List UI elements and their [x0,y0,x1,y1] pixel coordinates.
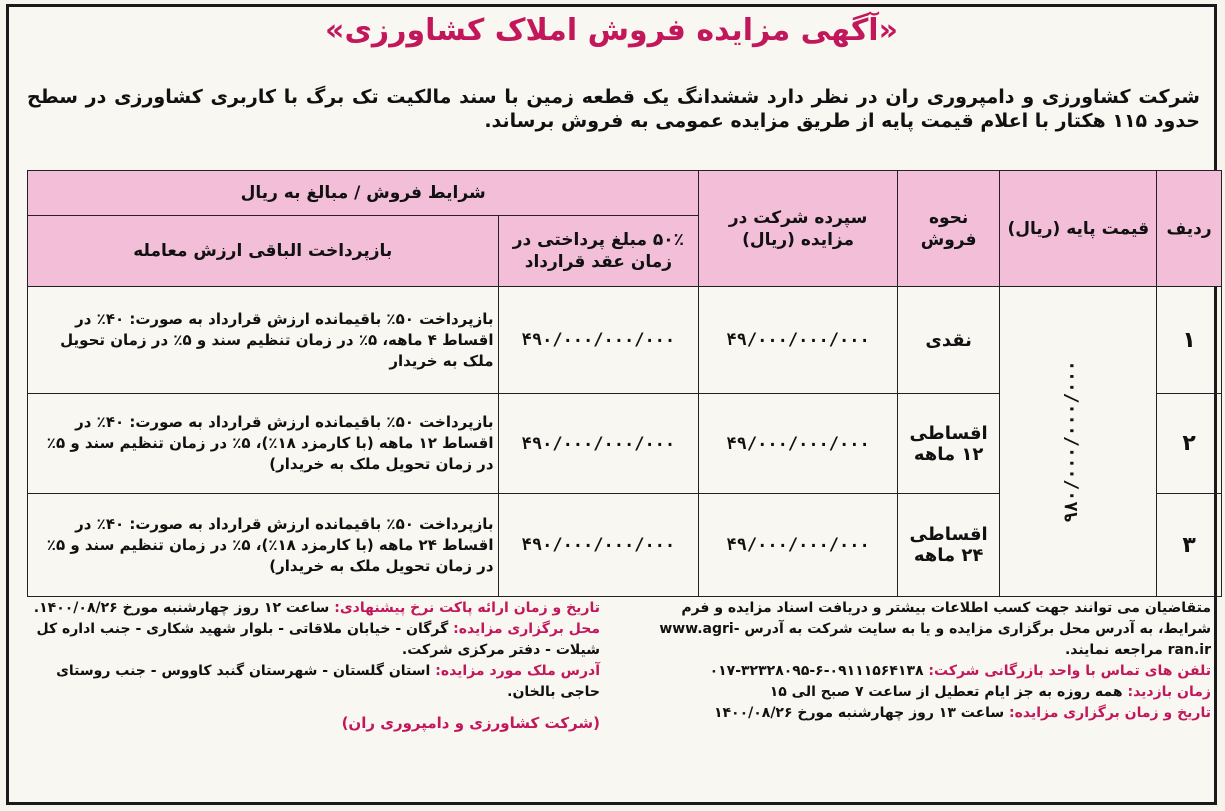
auction-time-line [631,703,1211,724]
phone-value: ۰۱۷-۳۲۳۲۸۰۹۵-۶-۰۹۱۱۱۵۶۴۱۳۸ [709,663,924,679]
header-deposit: سپرده شرکت در مزایده (ریال) [699,171,898,287]
visit-value: همه روزه به جز ایام تعطیل از ساعت ۷ صبح الی ۱۵ [769,684,1123,700]
paid-amount: ۴۹۰/۰۰۰/۰۰۰/۰۰۰ [498,287,699,394]
submit-label: تاریخ و زمان ارائه پاکت نرخ پیشنهادی: [334,600,600,616]
header-base-price: قیمت پایه (ریال) [1000,171,1157,287]
property-label: آدرس ملک مورد مزایده: [435,663,600,679]
info-column-left [20,598,600,734]
info-paragraph: متقاضیان می توانند جهت کسب اطلاعات بیشتر و دریافت اسناد مزایده و فرم شرایط، به آدرس محل برگزاری مزایده و یا به سایت شرکت به آدرس www.agri-ran.ir مراجعه نمایند. [659,600,1211,658]
row-number: ۳ [1157,494,1222,597]
sale-method: نقدی [897,287,999,394]
header-row-no: ردیف [1157,171,1222,287]
row-number: ۱ [1157,287,1222,394]
venue-line [20,619,600,661]
intro-paragraph: شرکت کشاورزی و دامپروری ران در نظر دارد ششدانگ یک قطعه زمین با سند مالکیت تک برگ با کاربری کشاورزی در سطح حدود ۱۱۵ هکتار با اعلام قیمت پایه از طریق مزایده عمومی به فروش برساند. [27,86,1200,132]
header-paid-at-contract: ۵۰٪ مبلغ پرداختی در زمان عقد قرارداد [498,216,699,287]
header-remaining: بازپرداخت الباقی ارزش معامله [28,216,499,287]
auction-time-value: ساعت ۱۳ روز چهارشنبه مورخ ۱۴۰۰/۰۸/۲۶ [713,705,1005,721]
base-price-cell [1000,287,1157,597]
deposit-amount: ۴۹/۰۰۰/۰۰۰/۰۰۰ [699,394,898,494]
property-line [20,661,600,703]
auction-table [27,170,1222,597]
submit-line [20,598,600,619]
venue-value: گرگان - خیابان ملاقاتی - بلوار شهید شکاری - جنب اداره کل شیلات - دفتر مرکزی شرکت. [36,621,600,658]
remaining-terms: بازپرداخت ۵۰٪ باقیمانده ارزش قرارداد به صورت: ۴۰٪ در اقساط ۴ ماهه، ۵٪ در زمان تنظیم سند و ۵٪ در زمان تحویل ملک به خریدار [28,287,499,394]
info-column-right [631,598,1211,724]
header-sale-method: نحوه فروش [897,171,999,287]
property-value: استان گلستان - شهرستان گنبد کاووس - جنب روستای حاجی بالخان. [56,663,600,700]
header-conditions-group: شرایط فروش / مبالغ به ریال [28,171,699,216]
deposit-amount: ۴۹/۰۰۰/۰۰۰/۰۰۰ [699,494,898,597]
remaining-terms: بازپرداخت ۵۰٪ باقیمانده ارزش قرارداد به صورت: ۴۰٪ در اقساط ۲۴ ماهه (با کارمزد ۱۸٪)، ۵٪ در زمان تنظیم سند و ۵٪ در زمان تحویل ملک به خریدار) [28,494,499,597]
paid-amount: ۴۹۰/۰۰۰/۰۰۰/۰۰۰ [498,494,699,597]
phone-line [631,661,1211,682]
company-signature: (شرکت کشاورزی و دامپروری ران) [341,714,600,732]
venue-label: محل برگزاری مزایده: [453,621,600,637]
deposit-amount: ۴۹/۰۰۰/۰۰۰/۰۰۰ [699,287,898,394]
phone-label: تلفن های تماس با واحد بازرگانی شرکت: [928,663,1211,679]
remaining-terms: بازپرداخت ۵۰٪ باقیمانده ارزش قرارداد به صورت: ۴۰٪ در اقساط ۱۲ ماهه (با کارمزد ۱۸٪)، ۵٪ در زمان تنظیم سند و ۵٪ در زمان تحویل ملک به خریدار) [28,394,499,494]
submit-value: ساعت ۱۲ روز چهارشنبه مورخ ۱۴۰۰/۰۸/۲۶. [33,600,330,616]
row-number: ۲ [1157,394,1222,494]
sale-method: اقساطی ۲۴ ماهه [897,494,999,597]
table-row [28,287,1222,394]
page-title: «آگهی مزایده فروش املاک کشاورزی» [325,13,898,48]
visit-label: زمان بازدید: [1127,684,1211,700]
auction-time-label: تاریخ و زمان برگزاری مزایده: [1009,705,1211,721]
visit-line [631,682,1211,703]
base-price-value: ۹۸۰/۰۰۰/۰۰۰/۰۰۰ [1060,360,1082,523]
paid-amount: ۴۹۰/۰۰۰/۰۰۰/۰۰۰ [498,394,699,494]
sale-method: اقساطی ۱۲ ماهه [897,394,999,494]
